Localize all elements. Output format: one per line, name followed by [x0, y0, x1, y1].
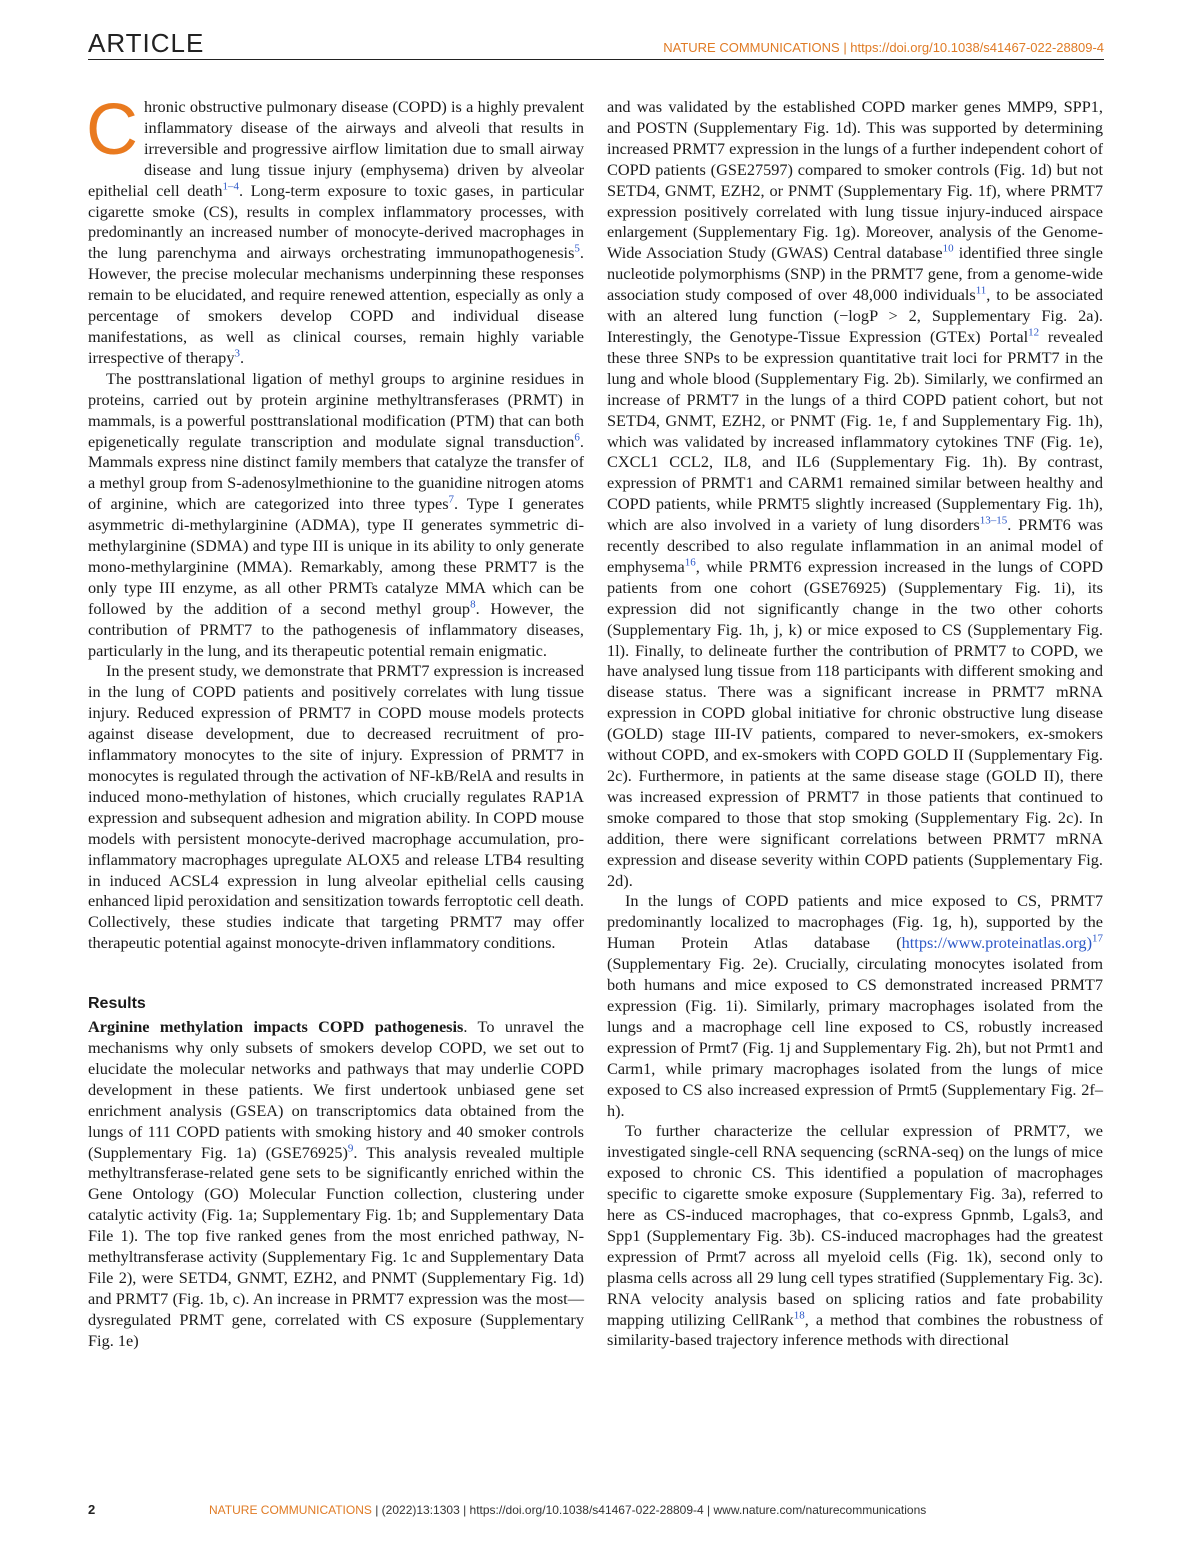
intro-paragraph-1: Chronic obstructive pulmonary disease (COPD) is a highly prevalent inflammatory disease of the airways and alveoli that results in irreversible and progressive airflow limitation due to small airway disease and lung tissue injury (emphysema) driven by alveolar epithelial cell death$^{1-4}$. Long-term exposure to toxic gases, in particular cigarette smoke (CS), results in complex inflammatory processes, with predominantly an increased number of monocyte-derived macrophages in the lung parenchyma and airways orchestrating immunopathogenesis$^5$. However, the precise molecular mechanisms underpinning these responses remain to be elucidated, and require renewed attention, especially as only a percentage of smokers develop COPD and individual disease manifestations, as well as clinical courses, remain highly variable irrespective of therapy$^3$.: [86, 90, 584, 367]
page-number: 2: [88, 1502, 96, 1517]
citation-ref[interactable]: 13–15: [979, 514, 1008, 527]
journal-doi-link[interactable]: NATURE COMMUNICATIONS | https://doi.org/10.1038/s41467-022-28809-4: [663, 40, 1104, 55]
right-column: [607, 97, 1103, 1351]
results-paragraph-3: To further characterize the cellular expression of PRMT7, we investigated single-cell RNA sequencing (scRNA-seq) on the lungs of mice exposed to chronic CS. This identified a population of macrophages specific to cigarette smoke exposure (Supplementary Fig. 3a), referred to here as CS-induced macrophages, that co-express Gpnmb, Lgals3, and Spp1 (Supplementary Fig. 3b). CS-induced macrophages had the greatest expression of Prmt7 across all myeloid cells (Fig. 1k), second only to plasma cells across all 29 lung cell types stratified (Supplementary Fig. 3c). RNA velocity analysis based on splicing ratios and fate probability mapping utilizing CellRank$^{18}$, a method that combines the robustness of similarity-based trajectory inference methods with directional: [607, 1121, 1103, 1350]
citation-ref[interactable]: 8: [470, 598, 476, 611]
intro-paragraph-2: The posttranslational ligation of methyl groups to arginine residues in proteins, carried out by protein arginine methyltransferases (PRMT) in mammals, is a powerful posttranslational modification (PTM) that can both epigenetically regulate transcription and modulate signal transduction$^6$. Mammals express nine distinct family members that catalyze the transfer of a methyl group from S-adenosylmethionine to the guanidine nitrogen atoms of arginine, which are categorized into three types$^7$. Type I generates asymmetric di-methylarginine (ADMA), type II generates symmetric di-methylarginine (SDMA) and type III is unique in its ability to only generate mono-methylarginine (MMA). Remarkably, among these PRMT7 is the only type III enzyme, as all other PRMTs catalyze MMA which can be followed by the addition of a second methyl group$^8$. However, the contribution of PRMT7 to the pathogenesis of inflammatory diseases, particularly in the lung, and its therapeutic potential remain enigmatic.: [88, 368, 584, 660]
results-heading: Results: [88, 995, 146, 1013]
citation-ref[interactable]: 3: [234, 347, 240, 360]
citation-ref[interactable]: 18: [793, 1309, 805, 1322]
intro-paragraph-3: In the present study, we demonstrate that PRMT7 expression is increased in the lung of COPD patients and positively correlates with lung tissue injury. Reduced expression of PRMT7 in COPD mouse models protects against disease development, due to decreased recruitment of pro-inflammatory monocytes to the site of injury. Expression of PRMT7 in monocytes is regulated through the activation of NF-kB/RelA and results in induced mono-methylation of histones, which crucially regulates RAP1A expression and subsequent adhesion and migration ability. In COPD mouse models with persistent monocyte-derived macrophage accumulation, pro-inflammatory macrophages upregulate ALOX5 and release LTB4 resulting in induced ACSL4 expression in lung alveolar epithelial cells causing enhanced lipid peroxidation and sensitization towards ferroptotic cell death. Collectively, these studies indicate that targeting PRMT7 may offer therapeutic potential against monocyte-driven inflammatory conditions.: [88, 661, 584, 953]
article-label: ARTICLE: [88, 28, 205, 58]
citation-ref[interactable]: 12: [1028, 326, 1040, 339]
citation-ref[interactable]: 10: [942, 242, 954, 255]
results-paragraph-1: Arginine methylation impacts COPD pathogenesis. To unravel the mechanisms why only subsets of smokers develop COPD, we set out to elucidate the molecular networks and pathways that may underlie COPD development in these patients. We first undertook unbiased gene set enrichment analysis (GSEA) on transcriptomics data obtained from the lungs of 111 COPD patients with smoking history and 40 smoker controls (Supplementary Fig. 1a) $(GSE76925)^9$. This analysis revealed multiple methyltransferase-related gene sets to be significantly enriched within the Gene Ontology (GO) Molecular Function collection, clustering under catalytic activity (Fig. 1a; Supplementary Fig. 1b; and Supplementary Data File 1). The top five ranked genes from the most enriched pathway, N-methyltransferase activity (Supplementary Fig. 1c and Supplementary Data File 2), were SETD4, GNMT, EZH2, and PNMT (Supplementary Fig. 1d) and PRMT7 (Fig. 1b, c). An increase in PRMT7 expression was the most—dysregulated PRMT gene, correlated with CS exposure (Supplementary Fig. 1e): [88, 1017, 585, 1350]
header-divider: [88, 59, 1104, 60]
protein-atlas-link[interactable]: https://www.proteinatlas.org): [901, 933, 1092, 953]
left-column: [86, 90, 585, 1352]
citation-ref[interactable]: 16: [684, 556, 696, 569]
citation-ref[interactable]: 7: [448, 493, 455, 506]
subsection-title: Arginine methylation impacts COPD pathogenesis: [88, 1017, 464, 1037]
drop-cap: C: [86, 90, 138, 170]
results-paragraph-1-cont: and was validated by the established COPD marker genes MMP9, SPP1, and POSTN (Supplementary Fig. 1d). This was supported by determining increased PRMT7 expression in the lungs of a further independent cohort of COPD patients (GSE27597) compared to smoker controls (Fig. 1d) but not SETD4, GNMT, EZH2, or PNMT (Supplementary Fig. 1f), where PRMT7 expression positively correlated with lung tissue injury-induced airspace enlargement (Supplementary Fig. 1g). Moreover, analysis of the Genome-Wide Association Study (GWAS) Central database$^{10}$ identified three single nucleotide polymorphisms (SNP) in the PRMT7 gene, from a genome-wide association study composed of over 48,000 individuals$^{11}$, to be associated with an altered lung function (−logP > 2, Supplementary Fig. 2a). Interestingly, the Genotype-Tissue Expression (GTEx) Portal$^{12}$ revealed these three SNPs to be expression quantitative trait loci for PRMT7 in the lung and whole blood (Supplementary Fig. 2b). Similarly, we confirmed an increase of PRMT7 in the lungs of a third COPD patient cohort, but not SETD4, GNMT, EZH2, or PNMT (Fig. 1e, f and Supplementary Fig. 1h), which was validated by increased inflammatory cytokines TNF (Fig. 1e), CXCL1 CCL2, IL8, and IL6 (Supplementary Fig. 1h). By contrast, expression of PRMT1 and CARM1 remained similar between healthy and COPD patients, while PRMT5 slightly increased (Supplementary Fig. 1h), which are also involved in a variety of lung disorders$^{13-15}$. PRMT6 was recently described to also regulate inflammation in an animal model of emphysema$^{16}$, while PRMT6 expression increased in the lungs of COPD patients from one cohort (GSE76925) (Supplementary Fig. 1i), its expression did not significantly change in the two other cohorts (Supplementary Fig. 1h, j, k) or mice exposed to CS (Supplementary Fig. 1l). Finally, to delineate further the contribution of PRMT7 to COPD, we have analysed lung tissue from 118 participants with different smoking and disease status. There was a significant increase in PRMT7 mRNA expression in COPD global initiative for chronic obstructive lung disease (GOLD) stage III-IV patients, compared to never-smokers, ex-smokers without COPD, and ex-smokers with COPD GOLD II (Supplementary Fig. 2c). Furthermore, in patients at the same disease stage (GOLD II), there was increased expression of PRMT7 in those patients that continued to smoke compared to those that stop smoking (Supplementary Fig. 2c). In addition, there were significant correlations between PRMT7 mRNA expression and disease severity within COPD patients (Supplementary Fig. 2d).: [607, 97, 1103, 890]
footer-details[interactable]: | (2022)13:1303 | https://doi.org/10.1038/s41467-022-28809-4 | www.nature.com/naturecommunications: [371, 1503, 927, 1517]
footer-citation: [209, 1503, 926, 1517]
results-paragraph-2: In the lungs of COPD patients and mice exposed to CS, PRMT7 predominantly localized to macrophages (Fig. 1g, h), supported by the Human Protein Atlas database (https://www.proteinatlas.org)$^{17}$ (Supplementary Fig. 2e). Crucially, circulating monocytes isolated from both humans and mice exposed to CS demonstrated increased PRMT7 expression (Fig. 1i). Similarly, primary macrophages isolated from the lungs and a macrophage cell line exposed to CS, robustly increased expression of Prmt7 (Fig. 1j and Supplementary Fig. 2h), but not Prmt1 and Carm1, while primary macrophages isolated from the lungs of mice exposed to CS also increased expression of Prmt5 (Supplementary Fig. 2f–h).: [607, 891, 1103, 1120]
citation-ref[interactable]: 17: [1092, 932, 1103, 945]
citation-ref[interactable]: 11: [975, 284, 987, 297]
citation-ref[interactable]: 5: [574, 242, 580, 255]
citation-ref[interactable]: 6: [574, 431, 580, 444]
citation-ref[interactable]: 9: [347, 1142, 354, 1155]
footer-journal-name: NATURE COMMUNICATIONS: [209, 1503, 372, 1517]
citation-ref[interactable]: 1–4: [222, 180, 239, 193]
